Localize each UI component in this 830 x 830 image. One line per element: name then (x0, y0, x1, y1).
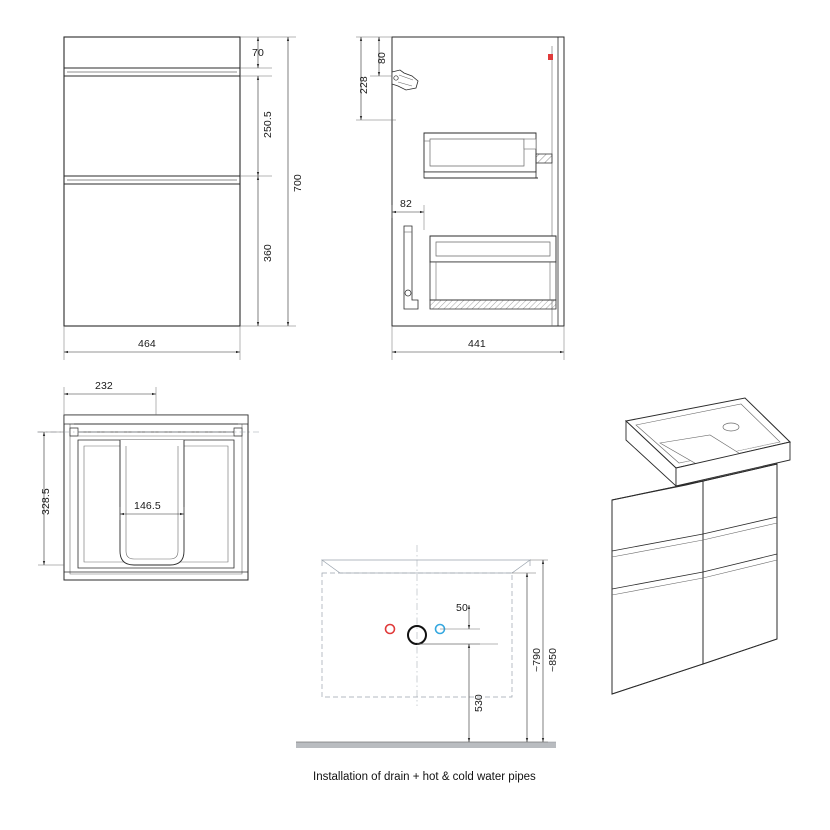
installation-caption: Installation of drain + hot & cold water pipes (313, 771, 536, 783)
dim-front-total-height: 700 (292, 174, 304, 192)
dim-install-basin-top: ~790 (531, 647, 543, 672)
side-view-geometry (392, 37, 564, 326)
installation-markers (386, 625, 445, 645)
dim-side-base-offset: 82 (400, 198, 412, 210)
dim-install-pipe-offset: 50 (456, 602, 468, 614)
installation-geometry (296, 545, 556, 748)
dim-front-lower-drawer: 360 (262, 244, 274, 262)
dim-install-finished-height: ~850 (547, 647, 559, 672)
dim-side-total-depth: 441 (468, 338, 486, 350)
dim-top-cutout-width: 146.5 (134, 500, 161, 512)
dim-front-top-gap: 70 (252, 47, 264, 59)
dim-front-total-width: 464 (138, 338, 156, 350)
front-view-geometry (64, 37, 240, 326)
dim-install-drain-height: 530 (473, 694, 485, 712)
dim-top-half-width: 232 (95, 380, 113, 392)
dim-side-upper-height: 228 (358, 76, 370, 94)
dim-front-upper-drawer: 250.5 (262, 111, 274, 138)
hot-water-marker (386, 625, 395, 634)
isometric-geometry (612, 398, 790, 694)
dim-top-depth: 328.5 (40, 488, 52, 515)
top-view-geometry (64, 415, 248, 580)
installation-extension-lines (296, 560, 548, 742)
dim-side-top-offset: 80 (376, 52, 388, 64)
